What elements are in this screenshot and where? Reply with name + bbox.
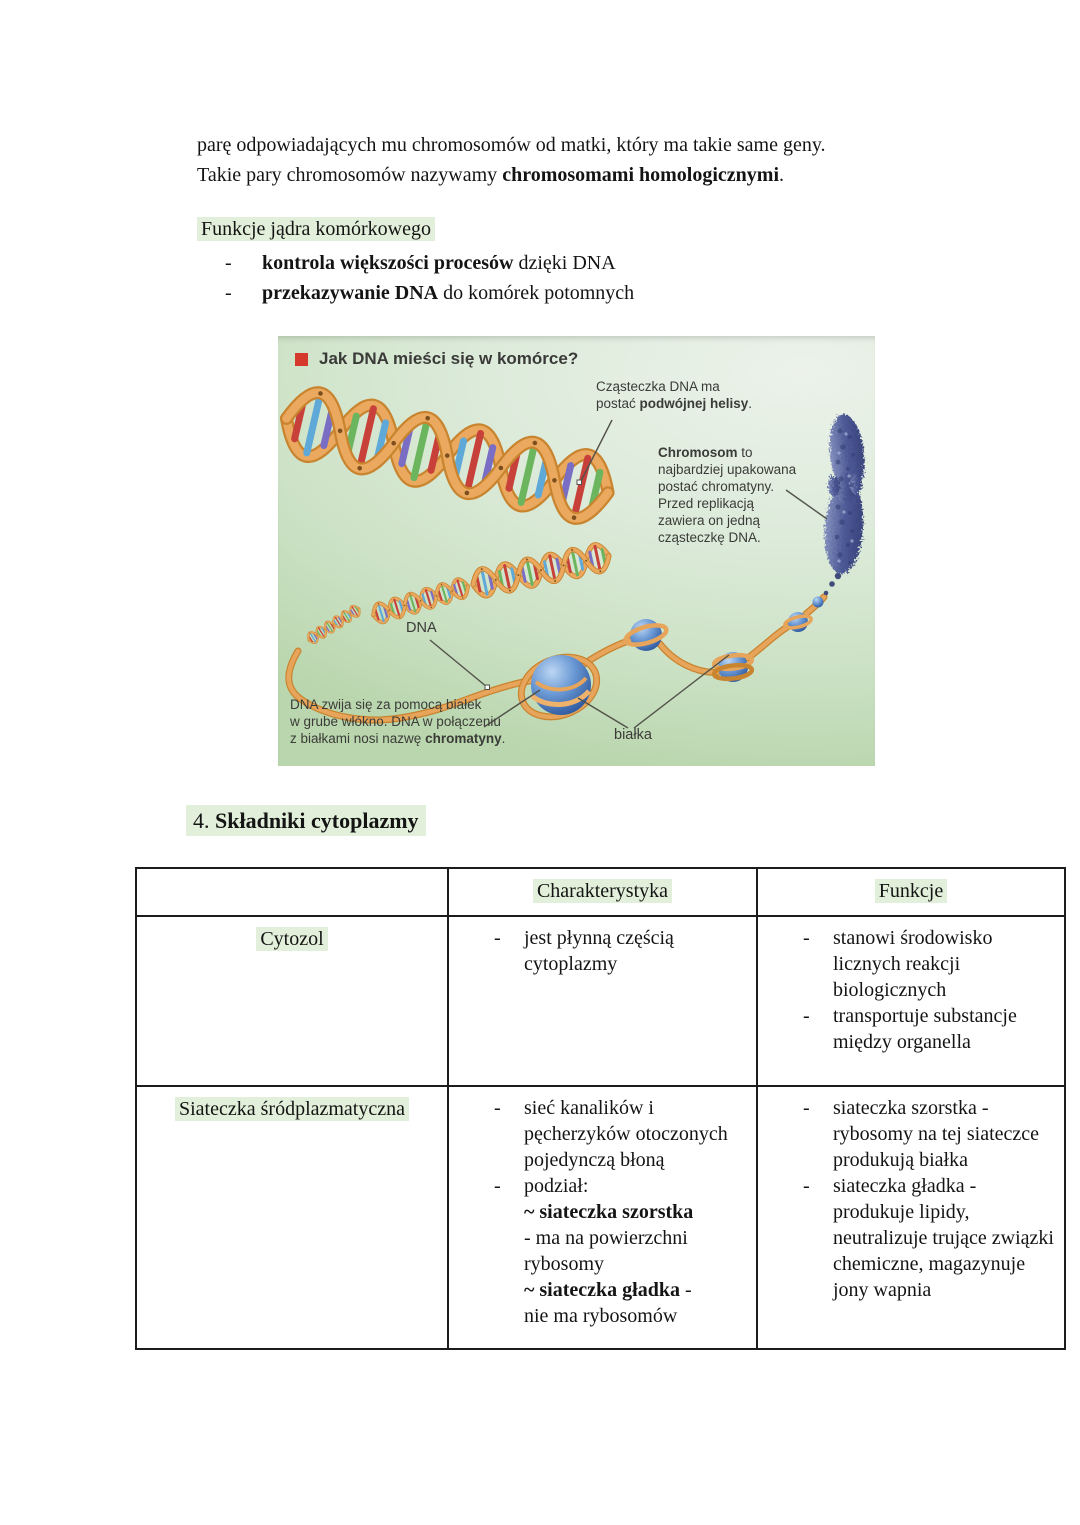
list-item-text: przekazywanie DNA do komórek potomnych (262, 282, 635, 304)
funkcje-cell (757, 1086, 1065, 1349)
table-header-funkcje: Funkcje (757, 868, 1065, 916)
table-header-row (136, 868, 1065, 916)
list-item: - stanowi środowisko licznych reakcji biologicznych (803, 927, 993, 1001)
figure-label-chromatin: DNA zwija się za pomocą białek w grube włókno. DNA w połączeniu z białkami nosi nazwę chromatyny. (290, 697, 506, 746)
section-4-heading (186, 804, 426, 838)
list-item: - sieć kanalików i pęcherzyków otoczonych pojedynczą błoną (494, 1097, 728, 1171)
row-name-cell: Cytozol (136, 916, 448, 1086)
figure-label-dna: DNA (406, 620, 437, 636)
table-row-cytozol (136, 916, 1065, 1086)
dna-figure (278, 336, 875, 766)
figure-label-dna-molecule: Cząsteczka DNA ma postać podwójnej helisy. (596, 379, 753, 411)
row-name-cell: Siateczka śródplazmatyczna (136, 1086, 448, 1349)
list-bullet: - (803, 1175, 810, 1197)
list-item: - podział: ~ siateczka szorstka - ma na powierzchni rybosomy ~ siateczka gładka - nie ma rybosomów (494, 1175, 694, 1327)
list-bullet: - (494, 1175, 501, 1197)
table-row-siateczka (136, 1086, 1065, 1349)
list-bullet: - (225, 282, 232, 304)
list-item: - jest płynną częścią cytoplazmy (494, 927, 674, 975)
list-bullet: - (803, 927, 810, 949)
list-bullet: - (225, 252, 232, 274)
list-item: - transportuje substancje między organella (803, 1005, 1017, 1053)
figure-label-proteins: białka (614, 727, 652, 743)
table-header-charakterystyka: Charakterystyka (448, 868, 757, 916)
figure-title: Jak DNA mieści się w komórce? (319, 349, 579, 368)
figure-label-chromosome: Chromosom to najbardziej upakowana postać chromatyny. Przed replikacją zawiera on jedną cząsteczkę DNA. (658, 445, 797, 545)
list-item (197, 278, 634, 308)
nucleus-functions-heading: Funkcje jądra komórkowego (197, 217, 435, 241)
table-header-empty (136, 868, 448, 916)
red-square-icon (295, 353, 308, 366)
list-bullet: - (494, 927, 501, 949)
list-bullet: - (494, 1097, 501, 1119)
list-item (197, 248, 634, 278)
section-title: Składniki cytoplazmy (215, 808, 419, 833)
charakterystyka-cell (448, 916, 757, 1086)
list-bullet: - (803, 1005, 810, 1027)
intro-paragraph: parę odpowiadających mu chromosomów od matki, który ma takie same geny. Takie pary chromosomów nazywamy chromosomami homologicznymi. (197, 134, 826, 186)
cytoplasm-table (135, 867, 1066, 1350)
section-number: 4. (193, 808, 215, 833)
charakterystyka-cell (448, 1086, 757, 1349)
nucleus-functions-section (197, 214, 634, 308)
figure-title-row (295, 349, 578, 369)
list-item: - siateczka gładka - produkuje lipidy, neutralizuje trujące związki chemiczne, magazynuje jony wapnia (803, 1175, 1054, 1301)
list-item: - siateczka szorstka - rybosomy na tej siateczce produkują białka (803, 1097, 1040, 1171)
funkcje-cell (757, 916, 1065, 1086)
list-bullet: - (803, 1097, 810, 1119)
list-item-text: kontrola większości procesów dzięki DNA (262, 252, 616, 274)
